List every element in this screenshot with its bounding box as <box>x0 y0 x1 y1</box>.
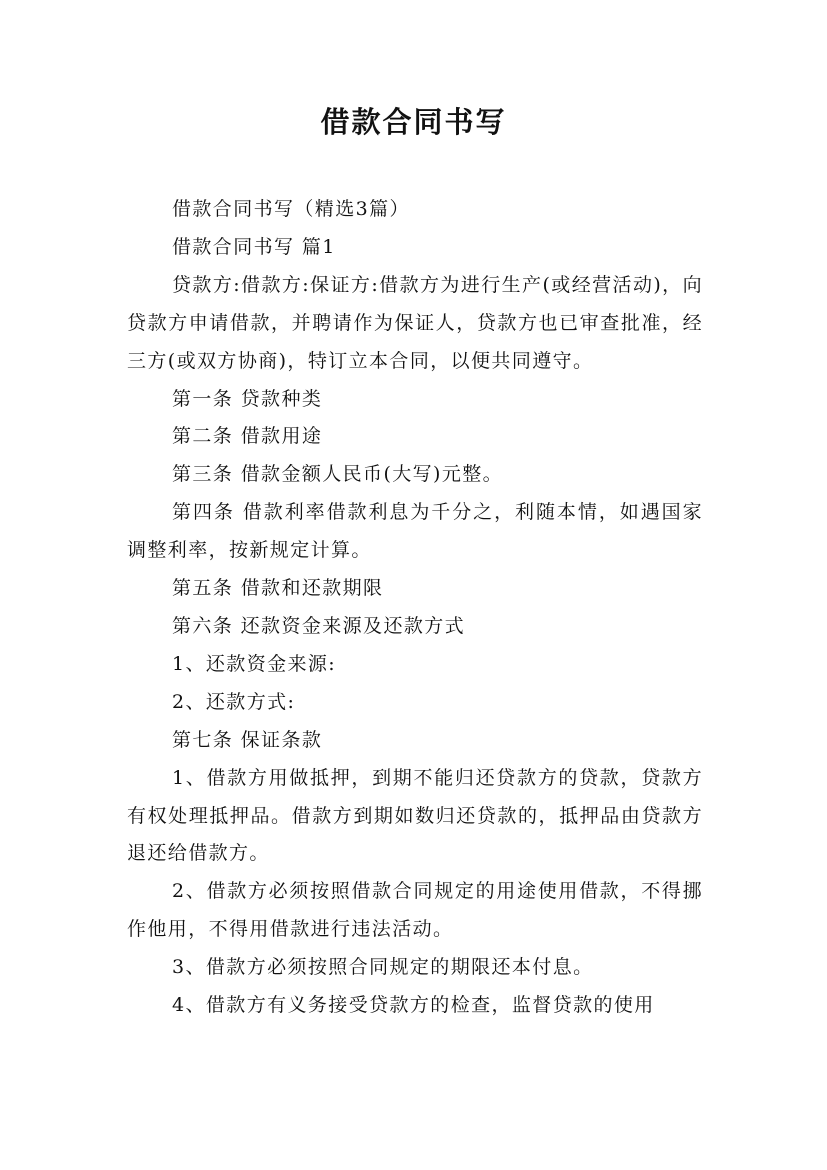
intro-paragraph: 借款合同书写（精选3篇） <box>172 198 410 220</box>
article-2: 第二条 借款用途 <box>172 425 323 448</box>
document-body <box>127 191 703 1025</box>
article-3: 第三条 借款金额人民币(大写)元整。 <box>172 463 504 486</box>
document-title: 借款合同书写 <box>320 105 507 139</box>
article-7-item-3: 3、借款方必须按照合同规定的期限还本付息。 <box>172 956 594 979</box>
section-heading: 借款合同书写 篇1 <box>172 235 336 258</box>
article-6-item-1: 1、还款资金来源: <box>172 652 337 675</box>
article-6: 第六条 还款资金来源及还款方式 <box>172 614 466 637</box>
article-6-item-2: 2、还款方式: <box>172 690 296 713</box>
article-1: 第一条 贷款种类 <box>172 387 323 410</box>
article-7-item-2: 2、借款方必须按照借款合同规定的用途使用借款，不得挪作他用，不得用借款进行违法活动。 <box>127 880 703 941</box>
article-7: 第七条 保证条款 <box>172 728 323 751</box>
article-7-item-1: 1、借款方用做抵押，到期不能归还贷款方的贷款，贷款方有权处理抵押品。借款方到期如数归还贷款的，抵押品由贷款方退还给借款方。 <box>127 766 703 865</box>
article-4: 第四条 借款利率借款利息为千分之，利随本情，如遇国家调整利率，按新规定计算。 <box>127 501 703 562</box>
article-5: 第五条 借款和还款期限 <box>172 577 384 600</box>
article-7-item-4: 4、借款方有义务接受贷款方的检查，监督贷款的使用 <box>172 994 655 1017</box>
parties-paragraph: 贷款方:借款方:保证方:借款方为进行生产(或经营活动)，向贷款方申请借款，并聘请作为保证人，贷款方也已审查批准，经三方(或双方协商)，特订立本合同，以便共同遵守。 <box>127 273 703 372</box>
